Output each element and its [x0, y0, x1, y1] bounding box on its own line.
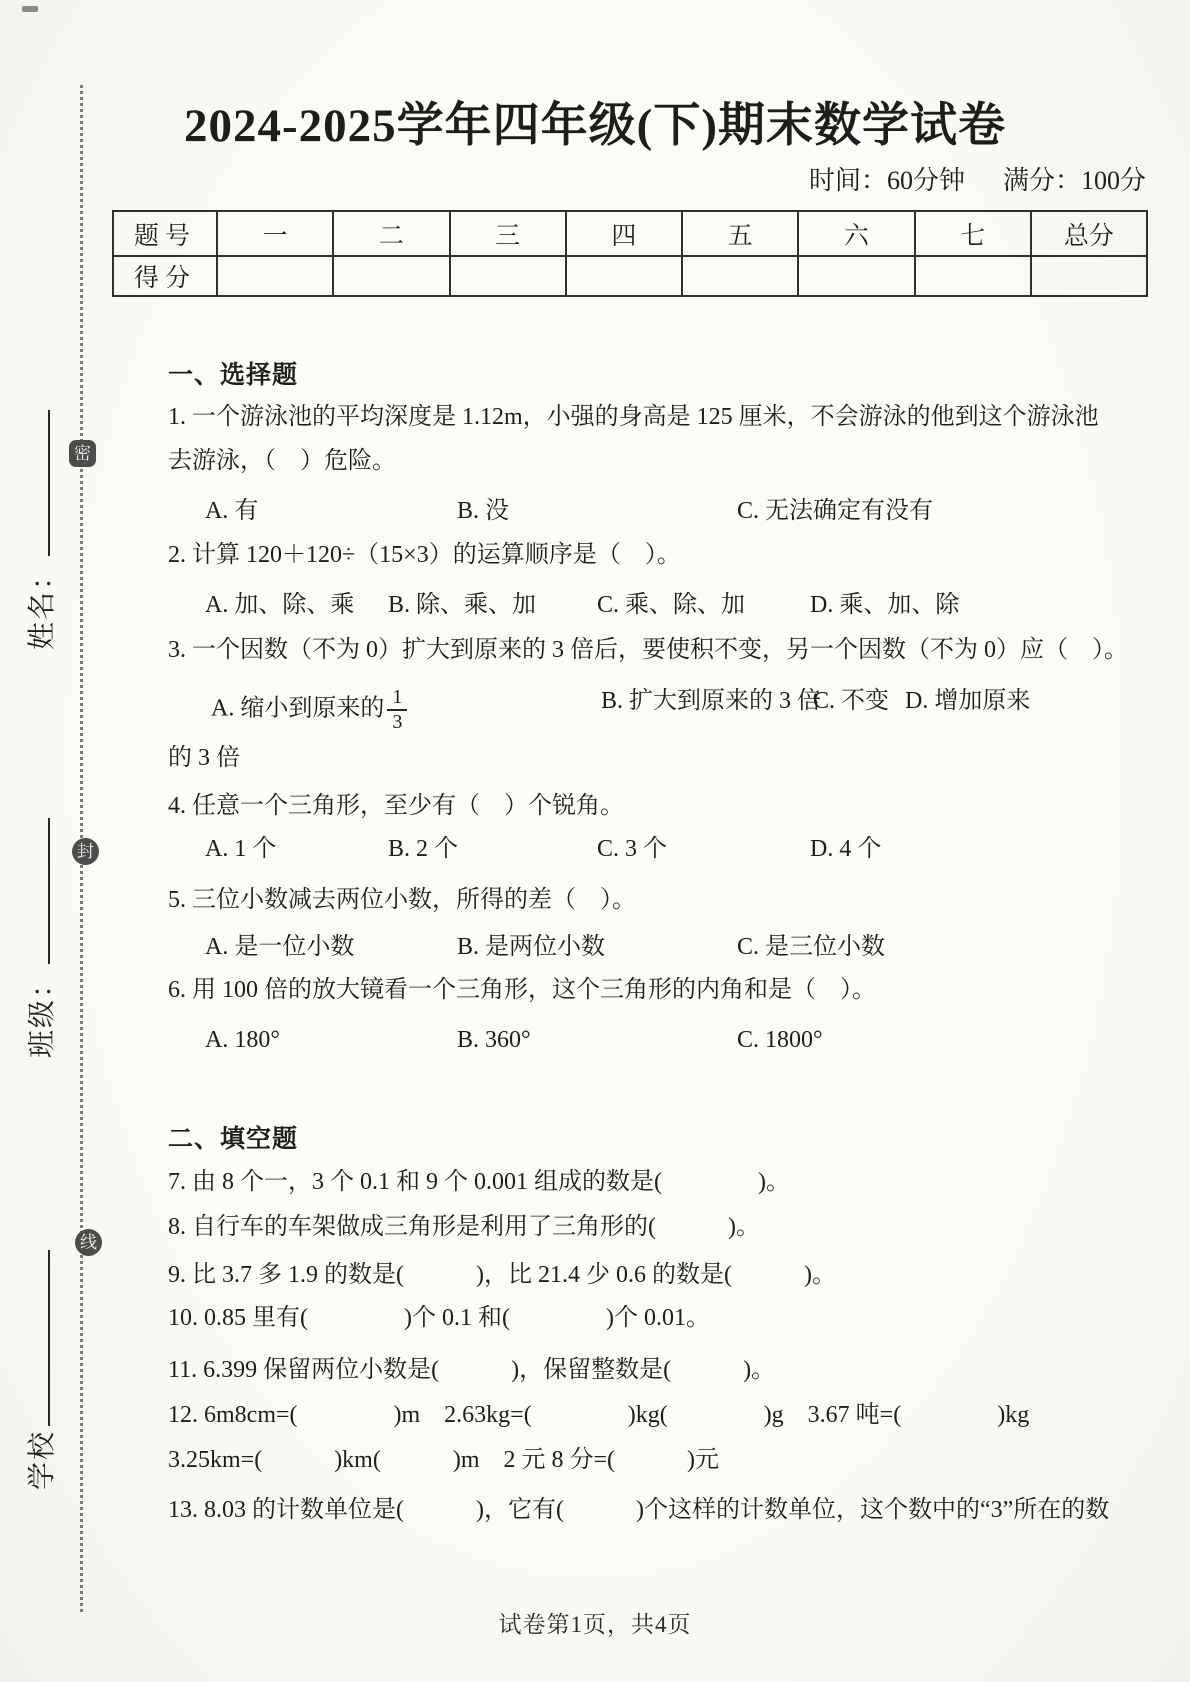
- score-cell: [682, 256, 798, 296]
- score-table-corner: 题号: [113, 211, 217, 256]
- q3-option-a: A. 缩小到原来的 $\frac{1}{3}$: [211, 686, 407, 734]
- score-col-total: 总分: [1031, 211, 1147, 256]
- class-field: [22, 818, 58, 1058]
- fraction-one-third: $\frac{1}{3}$: [387, 686, 407, 734]
- score-cell: [450, 256, 566, 296]
- q1-option-c: C. 无法确定有没有: [737, 498, 934, 524]
- q4-option-d: D. 4 个: [810, 836, 882, 862]
- q5-option-a: A. 是一位小数: [205, 934, 355, 960]
- score-col-1: 一: [217, 211, 333, 256]
- school-field: [22, 1250, 58, 1490]
- exam-meta: [809, 160, 1146, 197]
- q4-option-b: B. 2 个: [388, 836, 459, 862]
- exam-time: 时间：60分钟: [808, 166, 965, 195]
- scan-artifact: [22, 6, 38, 12]
- section-1-heading: 一、选择题: [168, 362, 299, 389]
- q2-option-d: D. 乘、加、除: [810, 592, 960, 618]
- score-cell: [217, 256, 333, 296]
- page-footer: 试卷第1页，共4页: [498, 1612, 692, 1637]
- seal-badge-mi: 密: [69, 440, 96, 467]
- score-cell: [1031, 256, 1147, 296]
- question-11: 11. 6.399 保留两位小数是( )，保留整数是( )。: [168, 1357, 776, 1383]
- score-cell: [798, 256, 914, 296]
- score-col-2: 二: [333, 211, 449, 256]
- question-1-line-2: 去游泳，（ ）危险。: [168, 448, 396, 474]
- question-10: 10. 0.85 里有( )个 0.1 和( )个 0.01。: [168, 1305, 710, 1331]
- class-blank-line: [30, 818, 50, 964]
- score-col-6: 六: [798, 211, 914, 256]
- score-table: [112, 210, 1148, 297]
- q2-option-b: B. 除、乘、加: [388, 592, 537, 618]
- seal-badge-feng: 封: [72, 838, 99, 865]
- name-blank-line: [30, 410, 50, 556]
- question-5: 5. 三位小数减去两位小数，所得的差（ ）。: [168, 887, 636, 913]
- score-cell: [333, 256, 449, 296]
- question-9: 9. 比 3.7 多 1.9 的数是( )，比 21.4 少 0.6 的数是( )。: [168, 1262, 836, 1288]
- q3-option-b: B. 扩大到原来的 3 倍: [601, 688, 822, 714]
- seal-badge-xian: 线: [75, 1229, 102, 1256]
- question-4: 4. 任意一个三角形，至少有（ ）个锐角。: [168, 793, 624, 819]
- question-6: 6. 用 100 倍的放大镜看一个三角形，这个三角形的内角和是（ ）。: [168, 977, 876, 1003]
- q3-option-c: C. 不变: [813, 688, 890, 714]
- q2-option-c: C. 乘、除、加: [597, 592, 746, 618]
- q6-option-b: B. 360°: [457, 1027, 531, 1053]
- class-label: 班级：: [27, 967, 58, 1058]
- school-label: 学校: [27, 1429, 58, 1490]
- question-3: 3. 一个因数（不为 0）扩大到原来的 3 倍后，要使积不变，另一个因数（不为 0）应（ ）。: [168, 637, 1128, 663]
- q6-option-a: A. 180°: [205, 1027, 280, 1053]
- q4-option-c: C. 3 个: [597, 836, 668, 862]
- q3-option-d: D. 增加原来: [905, 688, 1031, 714]
- q6-option-c: C. 1800°: [737, 1027, 823, 1053]
- score-col-5: 五: [682, 211, 798, 256]
- question-7: 7. 由 8 个一，3 个 0.1 和 9 个 0.001 组成的数是( )。: [168, 1169, 790, 1195]
- question-1-line-1: 1. 一个游泳池的平均深度是 1.12m，小强的身高是 125 厘米，不会游泳的他到这个游泳池: [168, 404, 1099, 430]
- q5-option-c: C. 是三位小数: [737, 934, 886, 960]
- score-col-7: 七: [915, 211, 1031, 256]
- question-13: 13. 8.03 的计数单位是( )，它有( )个这样的计数单位，这个数中的“3”所在的数: [168, 1497, 1110, 1523]
- question-12-line-2: 3.25km=( )km( )m 2 元 8 分=( )元: [168, 1447, 720, 1473]
- school-blank-line: [30, 1250, 50, 1426]
- question-12-line-1: 12. 6m8cm=( )m 2.63kg=( )kg( )g 3.67 吨=( )kg: [168, 1402, 1030, 1428]
- score-col-3: 三: [450, 211, 566, 256]
- q4-option-a: A. 1 个: [205, 836, 277, 862]
- q2-option-a: A. 加、除、乘: [205, 592, 355, 618]
- q1-option-a: A. 有: [205, 498, 259, 524]
- q1-option-b: B. 没: [457, 498, 510, 524]
- score-cell: [915, 256, 1031, 296]
- question-3-option-d-continuation: 的 3 倍: [168, 745, 240, 771]
- score-cell: [566, 256, 682, 296]
- score-col-4: 四: [566, 211, 682, 256]
- q5-option-b: B. 是两位小数: [457, 934, 606, 960]
- question-2: 2. 计算 120＋120÷（15×3）的运算顺序是（ ）。: [168, 542, 681, 568]
- section-2-heading: 二、填空题: [168, 1126, 299, 1153]
- question-8: 8. 自行车的车架做成三角形是利用了三角形的( )。: [168, 1214, 760, 1240]
- name-field: [22, 410, 58, 650]
- page-title: 2024-2025学年四年级(下)期末数学试卷: [184, 100, 1006, 152]
- exam-full-score: 满分：100分: [1002, 166, 1146, 195]
- name-label: 姓名：: [27, 559, 58, 650]
- score-row-label: 得分: [113, 256, 217, 296]
